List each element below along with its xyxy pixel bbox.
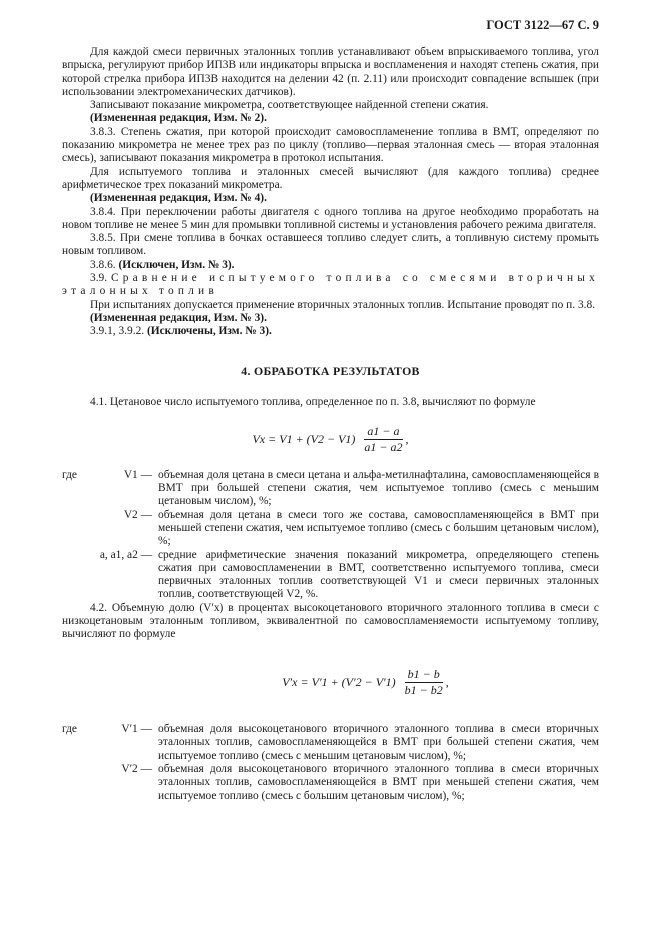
definition-text: объемная доля высокоцетанового вторичного эталонного топлива в смеси вторичных эталонных топлив, самовоспламеняющейся в ВМТ при большей степени сжатия, чем испытуемое топливо (смесь с меньшим цетановым числом), %; — [158, 723, 599, 762]
page-header: ГОСТ 3122—67 С. 9 — [486, 18, 599, 32]
clause-number: 3.9.1, 3.9.2. — [90, 325, 145, 338]
section-heading: 4. ОБРАБОТКА РЕЗУЛЬТАТОВ — [241, 363, 420, 378]
definition-item — [62, 723, 599, 763]
paragraph-3-8-3-average: Для испытуемого топлива и эталонных смесей вычисляют (для каждого топлива) среднее арифметическое трех показаний микрометра. — [62, 165, 599, 191]
fraction-denominator: b1 − b2 — [404, 682, 443, 697]
paragraph-3-8-4: 3.8.4. При переключении работы двигателя с одного топлива на другое необходимо проработать на новом топливе не менее 5 мин для промывки топливной системы и установления рабочего режима двигателя. — [62, 205, 599, 231]
formula-lhs: V′x — [282, 674, 298, 689]
definition-text: объемная доля цетана в смеси цетана и альфа-метилнафталина, самовоспламеняющейся в ВМТ при большей степени сжатия, чем испытуемое топливо (смесь с меньшим цетановым числом), %; — [158, 468, 599, 508]
clause-title-spaced: Сравнение испытуемого топлива со смесями вторичных эталонных топлив — [62, 272, 599, 298]
paragraph-4-1: 4.1. Цетановое число испытуемого топлива, определенное по п. 3.8, вычисляют по формуле — [90, 395, 536, 408]
revision-note: (Измененная редакция, Изм. № 3). — [90, 311, 267, 324]
paragraph-3-9 — [62, 272, 599, 299]
definition-symbol: V′1 — — [121, 723, 152, 736]
excluded-note: (Исключен, Изм. № 3). — [118, 258, 235, 271]
paragraph-4-2: 4.2. Объемную долю (V′x) в процентах высокоцетанового вторичного эталонного топлива в смеси с низкоцетановым эталонным топливом, эквивалентной по самовоспламеняемости испытуемому топливу, вычисляют по формуле — [62, 601, 599, 641]
formula-cetane-number: Vx = V1 + (V2 − V1) $\frac{a1 - a}{a1 - a2}$ , — [252, 424, 409, 455]
definition-item — [62, 509, 599, 549]
paragraph-3-9-1 — [62, 325, 599, 338]
formula-rhs: V′1 + (V′2 − V′1) — [311, 674, 396, 689]
formula-end: , — [405, 432, 409, 447]
formula-fraction — [402, 668, 446, 698]
definition-symbol: V2 — — [123, 508, 152, 521]
clause-number: 3.8.6. — [90, 258, 116, 271]
fraction-numerator: b1 − b — [405, 668, 443, 683]
page-body — [62, 46, 599, 803]
paragraph-3-8-3: 3.8.3. Степень сжатия, при которой происходит самовоспламенение топлива в ВМТ, определяют по показанию микрометра не менее трех раз по циклу (топливо—первая эталонная смесь — вторая эталонная смесь), записывают показания микрометра в протокол испытания. — [62, 125, 599, 165]
paragraph-3-9-secondary: При испытаниях допускается применение вторичных эталонных топлив. Испытание проводят по п. 3.8. — [90, 298, 596, 311]
formula-rhs: V1 + (V2 − V1) — [279, 432, 356, 447]
where-label: где — [62, 723, 77, 736]
definition-text: объемная доля цетана в смеси того же состава, самовоспламеняющейся в ВМТ при меньшей степени сжатия, чем испытуемое топливо (смесь с большим цетановым числом), %; — [158, 508, 599, 548]
definition-list-1 — [62, 469, 599, 602]
paragraph-mixtures: Для каждой смеси первичных эталонных топлив устанавливают объем впрыскиваемого топлива, угол впрыска, регулируют прибор ИП3В или индикаторы впрыска и воспламенения и находят степень сжатия, при которой стрелка прибора ИП3В находится на делении 42 (п. 2.11) или происходит совпадение вспышек (при использовании электромеханических датчиков). — [62, 46, 599, 98]
revision-note: (Измененная редакция, Изм. № 2). — [90, 112, 267, 125]
formula-fraction — [361, 425, 405, 455]
where-label: где — [62, 468, 77, 481]
formula-lhs: Vx — [252, 432, 266, 447]
definition-text: средние арифметические значения показаний микрометра, определяющего степень сжатия при самовоспламенении в ВМТ, соответственно испытуемого топлива, смеси первичных эталонных топлив соответствующей V1 и смеси первичных эталонных топлив, соответствующей V2, %. — [158, 548, 599, 601]
excluded-note: (Исключены, Изм. № 3). — [146, 325, 272, 338]
definition-item — [62, 469, 599, 509]
revision-note: (Измененная редакция, Изм. № 4). — [90, 192, 267, 205]
definition-symbol: a, a1, a2 — — [99, 548, 152, 561]
definition-item — [62, 549, 599, 602]
definition-item — [62, 763, 599, 803]
definition-list-2 — [62, 723, 599, 803]
fraction-numerator: a1 − a — [364, 425, 402, 440]
definition-text: объемная доля высокоцетанового вторичного эталонного топлива в смеси вторичных эталонных топлив, самовоспламеняющейся в ВМТ при меньшей степени сжатия, чем испытуемое топливо (смесь с большим цетановым числом), %; — [158, 763, 599, 802]
formula-end: , — [445, 674, 449, 689]
paragraph-record-micrometer: Записывают показание микрометра, соответствующее найденной степени сжатия. — [90, 99, 489, 112]
fraction-denominator: a1 − a2 — [364, 440, 403, 455]
paragraph-3-8-5: 3.8.5. При смене топлива в бочках оставшееся топливо следует слить, а топливную систему промыть новым топливом. — [62, 232, 599, 258]
clause-number: 3.9. — [90, 272, 108, 285]
definition-symbol: V1 — — [123, 468, 152, 481]
definition-symbol: V′2 — — [121, 763, 152, 776]
paragraph-3-8-6 — [62, 259, 599, 272]
formula-secondary-fraction: V′x = V′1 + (V′2 − V′1) $\frac{b1 - b}{b1 - b2}$ , — [282, 666, 449, 697]
